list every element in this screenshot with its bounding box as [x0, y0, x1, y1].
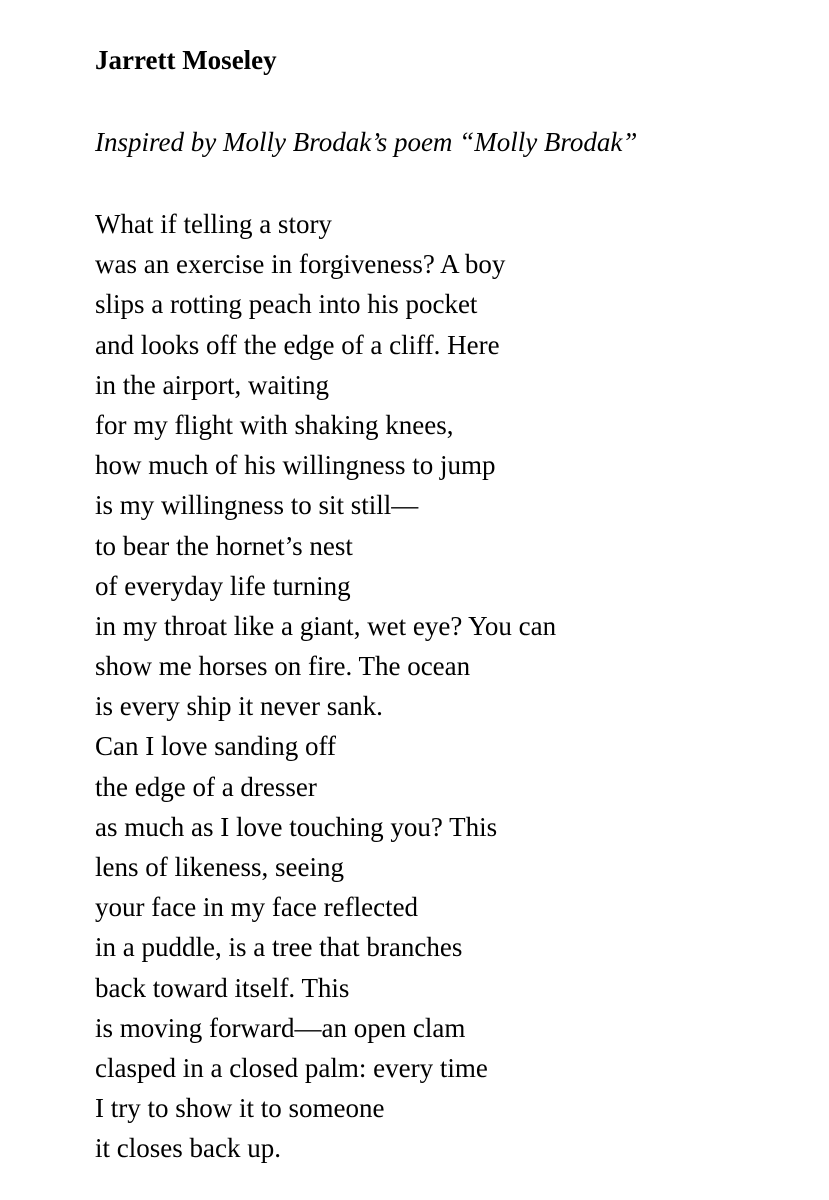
poem-line: of everyday life turning: [95, 570, 351, 601]
poem-line: was an exercise in forgiveness? A boy: [95, 249, 506, 280]
poem-line: and looks off the edge of a cliff. Here: [95, 329, 500, 360]
poem-line: in my throat like a giant, wet eye? You can: [95, 610, 557, 641]
poem-line: to bear the hornet’s nest: [95, 530, 353, 561]
poem-line: how much of his willingness to jump: [95, 450, 496, 481]
author-name: Jarrett Moseley: [95, 45, 277, 75]
poem-line: What if telling a story: [95, 209, 332, 239]
poem-line: is moving forward—an open clam: [95, 1012, 466, 1043]
poem-line: Can I love sanding off: [95, 731, 336, 762]
poem-body: [95, 204, 556, 1169]
poem-line: it closes back up.: [95, 1133, 281, 1164]
poem-line: I try to show it to someone: [95, 1093, 385, 1124]
poem-line: the edge of a dresser: [95, 771, 317, 802]
poem-line: slips a rotting peach into his pocket: [95, 289, 478, 320]
poem-line: as much as I love touching you? This: [95, 811, 498, 842]
poem-line: show me horses on fire. The ocean: [95, 651, 471, 682]
poem-line: in a puddle, is a tree that branches: [95, 932, 463, 963]
epigraph: Inspired by Molly Brodak’s poem “Molly Brodak”: [95, 127, 638, 157]
poem-line: back toward itself. This: [95, 972, 350, 1003]
poem-line: is every ship it never sank.: [95, 691, 383, 722]
poem-line: is my willingness to sit still—: [95, 490, 419, 521]
poem-line: clasped in a closed palm: every time: [95, 1052, 488, 1083]
poem-line: lens of likeness, seeing: [95, 852, 344, 882]
poem-line: in the airport, waiting: [95, 369, 329, 400]
poem-line: for my flight with shaking knees,: [95, 409, 454, 440]
poem-line: your face in my face reflected: [95, 892, 419, 923]
